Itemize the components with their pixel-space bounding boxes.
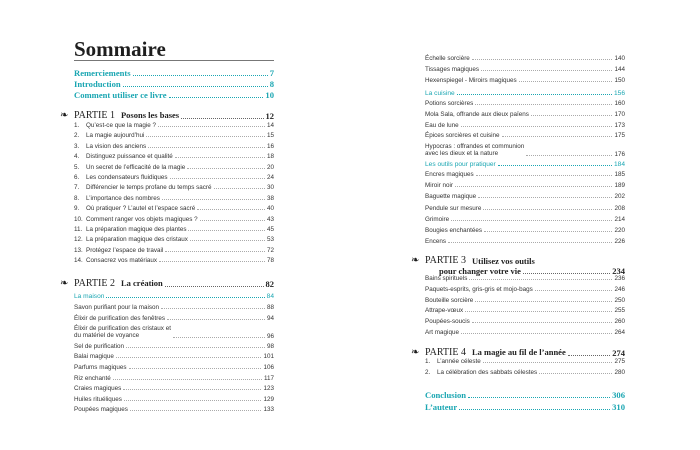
entry-label: Élixir de purification des fenêtres xyxy=(74,314,166,322)
section-page: 156 xyxy=(613,90,625,97)
entry-page: 45 xyxy=(266,226,274,233)
entry-label xyxy=(425,369,537,376)
leader-dots xyxy=(531,115,613,116)
leader-dots xyxy=(461,333,613,334)
leader-dots xyxy=(475,104,612,105)
leader-dots xyxy=(502,136,613,137)
toc-entry[interactable] xyxy=(74,385,274,392)
toc-entry[interactable] xyxy=(425,286,625,293)
toc-entry[interactable] xyxy=(425,171,625,178)
toc-entry[interactable] xyxy=(425,358,625,365)
toc-entry[interactable] xyxy=(74,174,274,181)
entry-page: 310 xyxy=(612,402,625,412)
entry-number: 10. xyxy=(74,215,83,223)
entry-page: 275 xyxy=(614,358,625,365)
entry-page: 123 xyxy=(263,385,274,393)
section-page: 84 xyxy=(266,293,274,300)
entry-page: 43 xyxy=(266,215,274,223)
entry-label xyxy=(74,195,160,202)
entry-page: 255 xyxy=(614,307,625,315)
entry-text: Où pratiquer ? L’autel et l’espace sacré xyxy=(86,205,196,213)
entry-label: Craies magiques xyxy=(74,385,122,393)
leader-dots xyxy=(173,337,265,338)
leader-dots xyxy=(200,220,265,221)
entry-number: 11. xyxy=(74,226,83,233)
toc-entry-auteur[interactable] xyxy=(425,402,625,412)
entry-label: Pendule sur mesure xyxy=(425,204,482,212)
entry-page: 8 xyxy=(269,79,274,89)
entry-page: 250 xyxy=(614,296,625,304)
entry-text: Comment ranger vos objets magiques ? xyxy=(86,215,198,223)
entry-text: La préparation magique des plantes xyxy=(86,226,187,233)
leader-dots xyxy=(175,157,265,158)
entry-page: 306 xyxy=(612,390,625,400)
toc-entry[interactable] xyxy=(74,143,274,150)
toc-entry[interactable] xyxy=(425,132,625,139)
entry-label: Introduction xyxy=(74,79,121,89)
partie-label: PARTIE 2 xyxy=(74,278,115,289)
leader-dots xyxy=(448,242,612,243)
toc-entry[interactable] xyxy=(74,375,274,382)
entry-page: 220 xyxy=(614,227,625,234)
entry-label: Hexenspiegel - Miroirs magiques xyxy=(425,77,517,85)
entry-label: Grimoire xyxy=(425,215,450,223)
fleuron-icon: ❧ xyxy=(60,278,69,289)
leader-dots xyxy=(188,230,265,231)
entry-label: Savon purifiant pour la maison xyxy=(74,304,160,311)
leader-dots xyxy=(481,70,612,71)
entry-label: Art magique xyxy=(425,329,459,336)
entry-number: 1. xyxy=(425,358,431,365)
entry-text: Qu’est-ce que la magie ? xyxy=(86,122,157,129)
entry-number: 1. xyxy=(74,122,80,129)
entry-text: La magie aujourd’hui xyxy=(86,132,145,140)
leader-dots xyxy=(129,368,262,369)
toc-entry[interactable] xyxy=(425,238,625,245)
entry-text: L’année céleste xyxy=(437,358,481,365)
entry-page: 10 xyxy=(265,90,274,100)
entry-page: 175 xyxy=(614,132,625,140)
entry-text: Différencier le temps profane du temps sacré xyxy=(86,184,212,192)
entry-label: Mola Sala, offrande aux dieux païens xyxy=(425,110,529,118)
toc-entry[interactable] xyxy=(425,193,625,200)
toc-entry[interactable] xyxy=(425,369,625,376)
leader-dots xyxy=(483,362,613,363)
entry-page: 176 xyxy=(614,150,625,158)
leader-dots xyxy=(130,410,262,411)
entry-page: 94 xyxy=(266,314,274,322)
leader-dots xyxy=(169,97,264,98)
entry-text: L’importance des nombres xyxy=(86,194,160,202)
toc-entry[interactable] xyxy=(425,216,625,223)
entry-label xyxy=(74,205,195,212)
toc-entry-introduction[interactable] xyxy=(74,79,274,89)
entry-label xyxy=(425,143,524,157)
partie-title: Posons les bases xyxy=(120,110,180,120)
toc-entry[interactable] xyxy=(74,226,274,233)
partie-label: PARTIE 3 xyxy=(425,255,466,266)
partie-3-heading[interactable] xyxy=(411,255,625,276)
entry-page: 214 xyxy=(614,215,625,223)
entry-label: Miroir noir xyxy=(425,182,453,190)
toc-entry[interactable] xyxy=(74,257,274,264)
entry-text-line2: du matériel de voyance xyxy=(74,332,140,340)
entry-label xyxy=(425,358,481,365)
partie-title: La magie au fil de l’année xyxy=(471,347,566,357)
leader-dots xyxy=(190,240,265,241)
leader-dots xyxy=(478,197,612,198)
leader-dots xyxy=(165,251,265,252)
leader-dots xyxy=(472,59,613,60)
leader-dots xyxy=(106,297,264,298)
entry-number: 5. xyxy=(74,163,80,171)
toc-entry[interactable] xyxy=(74,406,274,413)
leader-dots xyxy=(484,231,612,232)
entry-page: 88 xyxy=(266,304,274,311)
entry-page: 106 xyxy=(263,364,274,371)
toc-entry[interactable] xyxy=(74,343,274,350)
entry-label: Comment utiliser ce livre xyxy=(74,90,167,100)
partie-page: 82 xyxy=(265,279,274,289)
entry-page: 280 xyxy=(614,369,625,376)
entry-label: Bains spirituels xyxy=(425,275,468,282)
section-la-cuisine[interactable] xyxy=(425,90,625,97)
entry-label xyxy=(74,325,171,339)
entry-text: La célébration des sabbats célestes xyxy=(437,369,538,376)
entry-page: 101 xyxy=(263,353,274,361)
entry-label: Remerciements xyxy=(74,68,131,78)
leader-dots xyxy=(158,126,265,127)
entry-page: 15 xyxy=(266,132,274,140)
entry-label: Bougies enchantées xyxy=(425,227,483,234)
leader-dots xyxy=(568,355,611,356)
entry-text: La vision des anciens xyxy=(86,142,147,150)
entry-page: 38 xyxy=(266,194,274,202)
toc-entry[interactable] xyxy=(425,329,625,336)
entry-page: 236 xyxy=(614,275,625,282)
toc-entry[interactable] xyxy=(425,275,625,282)
entry-page: 189 xyxy=(614,182,625,190)
toc-entry[interactable] xyxy=(425,122,625,129)
toc-entry[interactable] xyxy=(74,164,274,171)
entry-text: Consacrez vos matériaux xyxy=(86,257,158,265)
leader-dots xyxy=(519,81,613,82)
toc-entry[interactable] xyxy=(74,304,274,311)
section-label: Les outils pour pratiquer xyxy=(425,161,496,168)
entry-page: 170 xyxy=(614,110,625,118)
entry-page: 7 xyxy=(269,68,274,78)
toc-entry[interactable] xyxy=(74,353,274,360)
toc-entry[interactable] xyxy=(74,153,274,160)
section-label: La cuisine xyxy=(425,90,455,97)
partie-1-heading[interactable] xyxy=(60,110,274,121)
entry-text: Distinguez puissance et qualité xyxy=(86,153,173,161)
entry-page: 18 xyxy=(266,153,274,161)
entry-label: Potions sorcières xyxy=(425,100,474,107)
leader-dots xyxy=(113,379,262,380)
toc-entry[interactable] xyxy=(74,122,274,129)
leader-dots xyxy=(116,357,262,358)
partie-label: PARTIE 4 xyxy=(425,347,466,358)
leader-dots xyxy=(126,347,265,348)
entry-number: 2. xyxy=(425,369,431,376)
entry-label xyxy=(74,226,186,233)
entry-label: Poupées magiques xyxy=(74,406,128,414)
entry-label xyxy=(74,122,156,129)
entry-page: 98 xyxy=(266,342,274,350)
partie-title-line2: pour changer votre vie xyxy=(439,266,521,276)
leader-dots xyxy=(123,86,268,87)
leader-dots xyxy=(539,373,612,374)
entry-number: 13. xyxy=(74,246,83,254)
leader-dots xyxy=(461,126,613,127)
entry-label: Riz enchanté xyxy=(74,374,111,382)
entry-page: 150 xyxy=(614,77,625,85)
entry-number: 4. xyxy=(74,153,80,161)
toc-entry[interactable] xyxy=(425,55,625,62)
entry-page: 72 xyxy=(266,246,274,254)
leader-dots xyxy=(133,75,268,76)
entry-label xyxy=(74,153,173,160)
leader-dots xyxy=(167,319,265,320)
leader-dots xyxy=(459,409,610,410)
toc-entry[interactable] xyxy=(74,364,274,371)
entry-text: La préparation magique des cristaux xyxy=(86,236,188,244)
section-les-outils[interactable] xyxy=(425,161,625,168)
leader-dots xyxy=(535,290,613,291)
toc-entry-remerciements[interactable] xyxy=(74,68,274,78)
leader-dots xyxy=(123,389,261,390)
entry-label: Encres magiques xyxy=(425,171,474,178)
entry-page: 16 xyxy=(266,142,274,150)
entry-page: 173 xyxy=(614,121,625,129)
fleuron-icon: ❧ xyxy=(411,255,420,266)
entry-label xyxy=(74,132,144,139)
entry-label xyxy=(74,174,168,181)
partie-2-heading[interactable] xyxy=(60,278,274,289)
entry-page: 144 xyxy=(614,66,625,74)
entry-label xyxy=(74,164,185,171)
entry-page: 53 xyxy=(266,236,274,244)
leader-dots xyxy=(457,94,612,95)
leader-dots xyxy=(161,308,265,309)
leader-dots xyxy=(170,178,265,179)
leader-dots xyxy=(181,118,263,119)
entry-label: Baguette magique xyxy=(425,193,477,201)
entry-label: L’auteur xyxy=(425,402,458,412)
leader-dots xyxy=(124,400,262,401)
entry-label: Épices sorcières et cuisine xyxy=(425,132,500,140)
entry-text: Protégez l’espace de travail xyxy=(86,246,164,254)
leader-dots xyxy=(451,220,612,221)
entry-label: Tissages magiques xyxy=(425,66,480,74)
partie-title: Utilisez vos outils xyxy=(471,256,535,266)
section-la-maison[interactable] xyxy=(74,293,274,300)
partie-label: PARTIE 1 xyxy=(74,110,115,121)
partie-title: La création xyxy=(120,278,163,288)
toc-entry[interactable] xyxy=(425,66,625,73)
leader-dots xyxy=(475,301,612,302)
entry-page: 208 xyxy=(614,204,625,212)
entry-number: 14. xyxy=(74,257,83,265)
entry-number: 6. xyxy=(74,174,80,181)
entry-page: 246 xyxy=(614,285,625,293)
toc-entry-comment-utiliser[interactable] xyxy=(74,90,274,100)
leader-dots xyxy=(146,136,265,137)
toc-entry[interactable] xyxy=(425,182,625,189)
entry-page: 24 xyxy=(266,174,274,181)
partie-page: 274 xyxy=(612,348,625,358)
toc-entry[interactable] xyxy=(74,184,274,191)
toc-entry[interactable] xyxy=(425,227,625,234)
entry-label: Huiles rituéliques xyxy=(74,395,122,403)
leader-dots xyxy=(468,397,610,398)
leader-dots xyxy=(526,155,612,156)
toc-entry[interactable] xyxy=(425,77,625,84)
entry-page: 40 xyxy=(266,205,274,213)
entry-text: Un secret de l’efficacité de la magie xyxy=(86,163,186,171)
leader-dots xyxy=(476,175,613,176)
partie-page: 234 xyxy=(612,266,625,276)
entry-page: 185 xyxy=(614,171,625,178)
entry-label xyxy=(74,236,188,243)
entry-page: 202 xyxy=(614,193,625,201)
toc-entry[interactable] xyxy=(74,195,274,202)
entry-page: 226 xyxy=(614,238,625,246)
leader-dots xyxy=(187,168,265,169)
entry-label xyxy=(74,143,146,150)
partie-page: 12 xyxy=(265,111,274,121)
entry-label xyxy=(74,216,198,223)
entry-label: Bouteille sorcière xyxy=(425,296,474,304)
entry-page: 264 xyxy=(614,329,625,336)
entry-page: 129 xyxy=(263,395,274,403)
entry-label: Paquets-esprits, gris-gris et mojo-bags xyxy=(425,285,533,293)
leader-dots xyxy=(159,261,265,262)
entry-number: 3. xyxy=(74,142,80,150)
entry-number: 9. xyxy=(74,205,80,213)
entry-text-line2: avec les dieux et la nature xyxy=(425,150,499,158)
entry-page: 117 xyxy=(263,374,274,382)
entry-page: 140 xyxy=(614,55,625,62)
leader-dots xyxy=(455,186,612,187)
entry-label: Conclusion xyxy=(425,390,467,400)
leader-dots xyxy=(162,199,265,200)
toc-entry[interactable] xyxy=(74,216,274,223)
leader-dots xyxy=(483,209,612,210)
entry-label xyxy=(74,184,212,191)
leader-dots xyxy=(523,273,610,274)
leader-dots xyxy=(214,188,265,189)
toc-entry[interactable] xyxy=(425,143,625,157)
toc-entry[interactable] xyxy=(425,297,625,304)
leader-dots xyxy=(469,279,612,280)
toc-entry[interactable] xyxy=(74,315,274,322)
section-page: 184 xyxy=(613,161,625,168)
fleuron-icon: ❧ xyxy=(60,110,69,121)
partie-4-heading[interactable] xyxy=(411,347,625,358)
toc-entry[interactable] xyxy=(74,236,274,243)
entry-number: 8. xyxy=(74,194,80,202)
entry-label: Poupées-soucis xyxy=(425,318,470,326)
entry-page: 133 xyxy=(263,406,274,414)
entry-page: 78 xyxy=(266,257,274,265)
toc-entry-conclusion[interactable] xyxy=(425,390,625,400)
entry-label: Encens xyxy=(425,238,447,246)
toc-entry[interactable] xyxy=(425,100,625,107)
entry-number: 7. xyxy=(74,184,80,192)
entry-text-line1: Hypocras : offrandes et communion xyxy=(425,143,525,151)
entry-label: Attrape-vœux xyxy=(425,307,464,315)
entry-text: Les condensateurs fluidiques xyxy=(86,174,168,181)
toc-entry[interactable] xyxy=(425,111,625,118)
entry-text-line1: Élixir de purification des cristaux et xyxy=(74,325,171,333)
toc-entry[interactable] xyxy=(74,325,274,339)
leader-dots xyxy=(498,165,612,166)
entry-label: Balai magique xyxy=(74,353,114,361)
toc-entry[interactable] xyxy=(74,247,274,254)
entry-label: Parfums magiques xyxy=(74,364,127,371)
leader-dots xyxy=(197,209,265,210)
entry-number: 2. xyxy=(74,132,80,140)
entry-label xyxy=(74,247,163,254)
toc-entry[interactable] xyxy=(74,396,274,403)
entry-page: 30 xyxy=(266,184,274,192)
page-title: Sommaire xyxy=(74,38,274,61)
entry-page: 160 xyxy=(614,100,625,107)
section-label: La maison xyxy=(74,293,105,300)
toc-entry[interactable] xyxy=(425,318,625,325)
entry-label xyxy=(74,257,157,264)
entry-label: Échelle sorcière xyxy=(425,55,470,62)
entry-label: Sel de purification xyxy=(74,342,125,350)
fleuron-icon: ❧ xyxy=(411,347,420,358)
leader-dots xyxy=(465,311,612,312)
leader-dots xyxy=(472,322,613,323)
toc-entry[interactable] xyxy=(74,205,274,212)
entry-page: 260 xyxy=(614,318,625,326)
entry-page: 14 xyxy=(266,122,274,129)
leader-dots xyxy=(165,286,264,287)
toc-entry[interactable] xyxy=(425,307,625,314)
entry-number: 12. xyxy=(74,236,83,244)
entry-page: 20 xyxy=(266,163,274,171)
toc-entry[interactable] xyxy=(74,132,274,139)
leader-dots xyxy=(148,147,265,148)
entry-page: 96 xyxy=(266,332,274,340)
entry-label: Eau de lune xyxy=(425,121,459,129)
toc-entry[interactable] xyxy=(425,205,625,212)
